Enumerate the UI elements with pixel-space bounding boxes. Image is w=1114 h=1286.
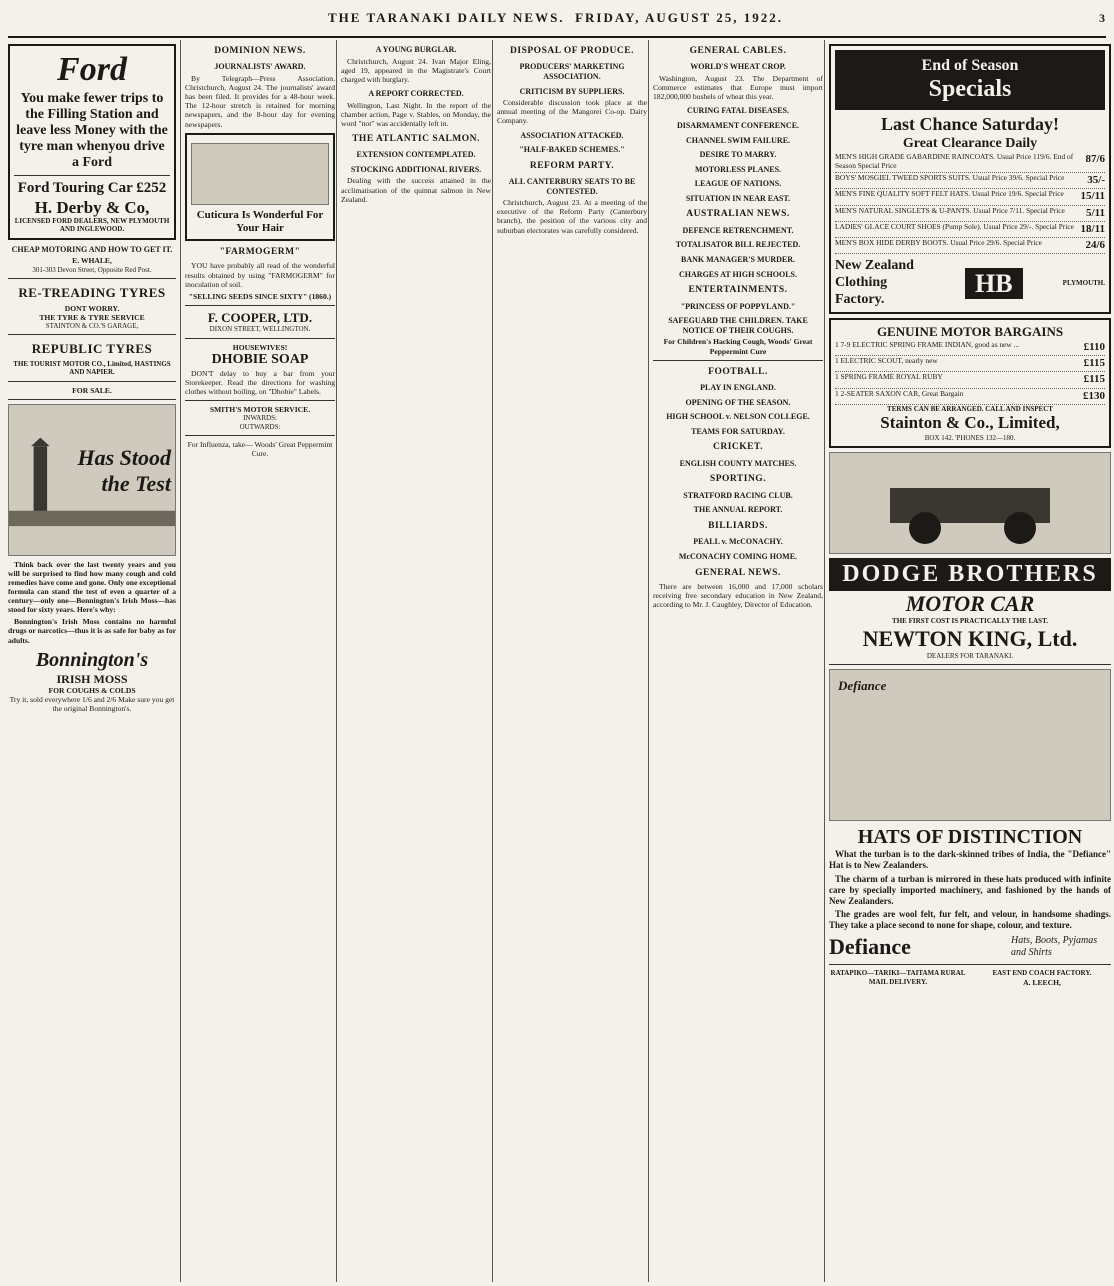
motorless-heading: MOTORLESS PLANES. <box>694 164 782 174</box>
leech-name: A. LEECH, <box>1023 977 1061 987</box>
farmogerm-heading: "FARMOGERM" <box>219 247 301 258</box>
stocking-heading: STOCKING ADDITIONAL RIVERS. <box>350 164 482 174</box>
teams-saturday-heading: TEAMS FOR SATURDAY. <box>691 426 785 436</box>
safeguard-heading: SAFEGUARD THE CHILDREN. TAKE NOTICE OF THEIR COUGHS. <box>668 316 808 335</box>
half-baked-heading: "HALF-BAKED SCHEMES." <box>519 145 625 155</box>
burglar-text: Christchurch, August 24. Ivan Major Eling, aged 19, appeared in the Magistrate's Court charged with burglary. <box>341 56 491 84</box>
item-name: MEN'S FINE QUALITY SOFT FELT HATS. Usual Price 19/6. Special Price <box>835 189 1064 199</box>
east-end-ad <box>973 969 1111 987</box>
item-price: £110 <box>1083 341 1105 354</box>
divider <box>185 435 335 436</box>
desire-marry-heading: DESIRE TO MARRY. <box>699 150 777 160</box>
defence-heading: DEFENCE RETRENCHMENT. <box>682 225 794 235</box>
page-number: 3 <box>1098 10 1106 25</box>
general-cables-heading: GENERAL CABLES. <box>689 46 787 56</box>
outwards-heading: OUTWARDS: <box>239 422 281 431</box>
reform-text: Christchurch, August 23. At a meeting of the executive of the Reform Party (Canterbury branch), the position of the various city and suburban electorates was carefully considered. <box>497 198 647 235</box>
criticism-heading: CRITICISM BY SUPPLIERS. <box>519 86 625 96</box>
cheap-motoring-heading: CHEAP MOTORING AND HOW TO GET IT. <box>11 244 173 254</box>
item-price: £115 <box>1083 357 1105 370</box>
bonnington-try: Try it, sold everywhere 1/6 and 2/6 Make sure you get the original Bonnington's. <box>9 695 175 714</box>
item-name: BOYS' MOSGIEL TWEED SPORTS SUITS. Usual Price 39/6. Special Price <box>835 173 1065 183</box>
divider <box>8 399 176 400</box>
woman-portrait-image <box>191 143 329 205</box>
general-news-heading: GENERAL NEWS. <box>695 567 781 578</box>
masthead-spacer <box>8 11 12 26</box>
item-name: MEN'S BOX HIDE DERBY BOOTS. Usual Price 29/6. Special Price <box>835 237 1042 247</box>
dodge-first-cost: THE FIRST COST IS PRACTICALLY THE LAST. <box>892 617 1048 626</box>
divider <box>185 305 335 306</box>
hb-logo: HB <box>965 268 1023 299</box>
nz-clothing-row <box>835 258 1105 308</box>
whale-name: E. WHALE, <box>72 256 112 266</box>
list-item <box>835 340 1105 356</box>
divider <box>8 381 176 382</box>
item-name: 1 7-9 ELECTRIC SPRING FRAME INDIAN, good as new ... <box>835 340 1020 350</box>
derby-sub: LICENSED FORD DEALERS, NEW PLYMOUTH AND INGLEWOOD. <box>14 217 170 234</box>
defiance-row <box>829 934 1111 960</box>
item-name: LADIES' GLACE COURT SHOES (Pump Sole). Usual Price 29/-. Special Price <box>835 221 1074 231</box>
divider <box>829 964 1111 965</box>
woods-bottom: For Children's Hacking Cough, Woods' Great Peppermint Cure <box>663 337 813 356</box>
divider <box>185 400 335 401</box>
last-chance: Last Chance Saturday! <box>880 113 1059 134</box>
clearance: Great Clearance Daily <box>902 135 1038 151</box>
list-item <box>835 189 1105 205</box>
hats-text-2: The charm of a turban is mirrored in these hats produced with infinite care by specially imported machinery, and fashioned by the hands of New Zealanders. <box>829 873 1111 906</box>
criticism-text: Considerable discussion took place at the annual meeting of the Mangorei Co-op. Dairy Company. <box>497 98 647 126</box>
wheat-crop-heading: WORLD'S WHEAT CROP. <box>690 62 786 72</box>
item-price: 87/6 <box>1085 153 1105 166</box>
dodge-car-illustration <box>829 452 1111 554</box>
column-4 <box>492 40 647 1282</box>
salmon-text: Dealing with the success attained in the acclimatisation of the quinnat salmon in New Zealand. <box>341 176 491 204</box>
entertainments-heading: ENTERTAINMENTS. <box>688 285 788 296</box>
list-item <box>835 372 1105 388</box>
item-name: MEN'S NATURAL SINGLETS & U-PANTS. Usual Price 7/11. Special Price <box>835 205 1065 215</box>
item-price: £115 <box>1083 373 1105 386</box>
dominion-news-heading: DOMINION NEWS. <box>214 46 306 56</box>
hats-distinction: HATS OF DISTINCTION <box>857 826 1083 849</box>
item-name: MEN'S HIGH GRADE GABARDINE RAINCOATS. Usual Price 119/6. End of Season Special Price <box>835 152 1074 171</box>
retreading-heading: RE-TREADING TYRES <box>18 284 166 300</box>
stratford-racing-heading: STRATFORD RACING CLUB. <box>683 490 793 500</box>
selling-seeds: "SELLING SEEDS SINCE SIXTY" (1860.) <box>188 291 332 301</box>
rataplko-heading: RATAPIKO—TARIKI—TAITAMA RURAL MAIL DELIVERY. <box>830 969 966 986</box>
producers-heading: PRODUCERS' MARKETING ASSOCIATION. <box>519 62 625 81</box>
republic-heading: REPUBLIC TYRES <box>31 341 153 357</box>
divider <box>829 664 1111 665</box>
column-1 <box>8 40 176 1282</box>
ford-touring: Ford Touring Car £252 <box>17 180 167 197</box>
derby-name: H. Derby & Co, <box>34 197 150 217</box>
billiards-heading: BILLIARDS. <box>708 520 768 531</box>
association-attacked-heading: ASSOCIATION ATTACKED. <box>520 130 624 140</box>
specials-ad <box>829 44 1111 314</box>
item-price: 24/6 <box>1085 238 1105 251</box>
extension-heading: EXTENSION CONTEMPLATED. <box>356 150 476 160</box>
masthead <box>8 0 1106 38</box>
masthead-title: THE TARANAKI DAILY NEWS. FRIDAY, AUGUST 25, 1922. <box>328 10 783 25</box>
bank-manager-heading: BANK MANAGER'S MURDER. <box>681 255 795 265</box>
for-sale: FOR SALE. <box>72 385 112 395</box>
dealers: DEALERS FOR TARANAKI. <box>926 651 1014 660</box>
farmogerm-text: YOU have probably all read of the wonderful results obtained by using "FARMOGERM" for inoculation of soil. <box>185 261 335 289</box>
item-name: 1 ELECTRIC SCOUT, nearly new <box>835 356 938 366</box>
divider <box>8 334 176 335</box>
woods-pepper: For Influenza, take— Woods' Great Peppermint Cure. <box>187 439 333 459</box>
general-text: There are between 16,000 and 17,000 scholars receiving free secondary education in New Zealand, according to Mr. J. Caughley, Director of Education. <box>653 581 823 610</box>
sporting-heading: SPORTING. <box>709 474 767 485</box>
english-county-heading: ENGLISH COUNTY MATCHES. <box>679 458 797 468</box>
bonnington-side: Bonnington's Irish Moss contains no harmful drugs or narcotics—thus it is as safe for baby as for adults. <box>8 617 176 645</box>
cuticura-title: Cuticura Is Wonderful For Your Hair <box>196 208 324 234</box>
column-6 <box>824 40 1111 1282</box>
ford-logo: Ford <box>57 51 127 88</box>
divider <box>653 360 823 361</box>
disposal-heading: DISPOSAL OF PRODUCE. <box>510 46 634 56</box>
motor-car: MOTOR CAR <box>905 590 1035 616</box>
opening-season-heading: OPENING OF THE SEASON. <box>685 397 791 407</box>
item-name: 1 SPRING FRAME ROYAL RUBY <box>835 372 943 382</box>
cooper-name: F. COOPER, LTD. <box>207 309 313 325</box>
nz-clothing: New Zealand Clothing Factory. <box>835 258 914 307</box>
list-item <box>835 389 1105 405</box>
divider <box>14 175 170 176</box>
cooper-address: DIXON STREET, WELLINGTON. <box>209 325 311 334</box>
defiance-badge: Defiance <box>838 678 887 694</box>
annual-report-heading: THE ANNUAL REPORT. <box>693 505 783 515</box>
wheat-text: Washington, August 23. The Department of Commerce estimates that Europe must import 182,000,000 bushels of wheat this year. <box>653 73 823 102</box>
australian-news-heading: AUSTRALIAN NEWS. <box>686 209 790 220</box>
plymouth: PLYMOUTH. <box>1062 279 1105 288</box>
motor-bargains-ad <box>829 318 1111 448</box>
inwards-heading: INWARDS: <box>243 414 277 423</box>
column-3 <box>336 40 491 1282</box>
bonnington-for: FOR COUGHS & COLDS <box>48 686 136 695</box>
curing-heading: CURING FATAL DISEASES. <box>686 106 790 116</box>
bonnington-body: Think back over the last twenty years and you will be surprised to find how many cough and cold remedies have come and gone. Only one exceptional formula can stand the test of even a quarter of a century—only one—Bonnington's Irish Moss—has stood for sixty years. Here's why: <box>8 559 176 615</box>
ford-ad <box>8 44 176 240</box>
end-of-season-banner: End of Season Specials <box>835 50 1105 110</box>
list-item <box>835 152 1105 173</box>
item-price: 35/- <box>1087 174 1105 187</box>
journalists-award-heading: JOURNALISTS' AWARD. <box>214 62 306 72</box>
peall-heading: PEALL v. McCONACHY. <box>693 537 783 547</box>
dhobie-text: DON'T delay to buy a bar from your Storekeeper. Read the directions for washing clothes without boiling, on "Dhobie" Labels. <box>185 368 335 396</box>
item-price: 18/11 <box>1080 222 1105 235</box>
stainton-garage: STAINTON & CO.'S GARAGE, <box>45 321 139 330</box>
disarmament-heading: DISARMAMENT CONFERENCE. <box>676 120 800 130</box>
stainton-box: BOX 142. 'PHONES 132—180. <box>924 433 1016 442</box>
bargain-items-list <box>835 340 1105 405</box>
motor-bargains-heading: GENUINE MOTOR BARGAINS <box>876 324 1064 340</box>
list-item <box>835 238 1105 254</box>
charges-school-heading: CHARGES AT HIGH SCHOOLS. <box>679 269 797 279</box>
newton-king: NEWTON KING, Ltd. <box>862 625 1078 651</box>
item-price: £130 <box>1083 389 1105 402</box>
lighthouse-illustration <box>8 404 176 556</box>
cricket-heading: CRICKET. <box>712 442 763 453</box>
journalists-text: By Telegraph—Press Association. Christchurch, August 24. The journalists' award has been filed. It provides for a 48-hour week. The 12-hour stretch is retained for morning newspapers, and the 8-hour day for evening newspapers. <box>185 73 335 129</box>
bonnington-product: IRISH MOSS <box>56 671 128 686</box>
hats-text: What the turban is to the dark-skinned tribes of India, the "Defiance" Hat is to New Zealanders. <box>829 849 1111 871</box>
ford-body: You make fewer trips to the Filling Station and leave less Money with the tyre man whenyou drive a Ford <box>16 90 168 171</box>
defiance-logo: Defiance <box>829 933 911 959</box>
football-heading: FOOTBALL. <box>708 366 768 377</box>
salmon-heading: THE ATLANTIC SALMON. <box>352 133 480 144</box>
divider <box>185 338 335 339</box>
defiance-tag: Hats, Boots, Pyjamas and Shirts <box>1011 935 1098 959</box>
princess-heading: "PRINCESS OF POPPYLAND." <box>680 301 796 311</box>
special-items-list <box>835 152 1105 254</box>
report-text: Wellington, Last Night. In the report of the chamber action, Page v. Stables, on Monday, the word "not" was accidentally left in. <box>341 100 491 128</box>
report-corrected-heading: A REPORT CORRECTED. <box>368 88 464 98</box>
item-price: 5/11 <box>1086 206 1105 219</box>
whale-addr: 301-303 Devon Street, Opposite Red Post. <box>32 265 152 274</box>
list-item <box>835 356 1105 372</box>
dont-worry: DONT WORRY. <box>64 303 120 313</box>
rataplko-ad <box>829 969 967 987</box>
divider <box>8 278 176 279</box>
column-2 <box>180 40 335 1282</box>
reform-party-heading: REFORM PARTY. <box>529 160 615 171</box>
tourist-motor: THE TOURIST MOTOR CO., Limited, HASTINGS AND NAPIER. <box>13 359 171 377</box>
league-heading: LEAGUE OF NATIONS. <box>694 179 782 189</box>
all-canterbury-heading: ALL CANTERBURY SEATS TO BE CONTESTED. <box>508 177 636 196</box>
bonnington-name: Bonnington's <box>35 648 149 671</box>
terms: TERMS CAN BE ARRANGED. CALL AND INSPECT <box>887 404 1053 413</box>
housewives: HOUSEWIVES! <box>232 342 288 352</box>
smith-service: SMITH'S MOTOR SERVICE. <box>209 405 311 415</box>
item-name: 1 2-SEATER SAXON CAR, Great Bargain <box>835 388 964 398</box>
has-stood-slogan: Has Stood the Test <box>77 444 171 497</box>
bottom-ads <box>829 969 1111 987</box>
dhobie-heading: DHOBIE SOAP <box>211 351 309 367</box>
hats-text-3: The grades are wool felt, fur felt, and velour, in handsome shadings. They take a place second to none for shape, colour, and texture. <box>829 909 1111 931</box>
cuticura-ad <box>185 133 335 241</box>
east-end-heading: EAST END COACH FACTORY. <box>992 969 1092 978</box>
column-5 <box>648 40 823 1282</box>
stainton-name: Stainton & Co., Limited, <box>880 413 1060 433</box>
near-east-heading: SITUATION IN NEAR EAST. <box>685 193 791 203</box>
dodge-brothers: DODGE BROTHERS <box>829 558 1111 591</box>
car-icon <box>830 453 1110 553</box>
play-england-heading: PLAY IN ENGLAND. <box>700 383 776 393</box>
item-price: 15/11 <box>1080 190 1105 203</box>
high-school-heading: HIGH SCHOOL v. NELSON COLLEGE. <box>666 412 810 422</box>
man-in-hat-illustration <box>829 669 1111 821</box>
list-item <box>835 173 1105 189</box>
mcconachy-heading: McCONACHY COMING HOME. <box>678 551 798 561</box>
list-item <box>835 206 1105 222</box>
tyre-service: THE TYRE & TYRE SERVICE <box>39 312 145 322</box>
burglar-heading: A YOUNG BURGLAR. <box>375 45 457 54</box>
channel-swim-heading: CHANNEL SWIM FAILURE. <box>685 135 791 145</box>
totalisator-heading: TOTALISATOR BILL REJECTED. <box>675 240 801 250</box>
list-item <box>835 222 1105 238</box>
